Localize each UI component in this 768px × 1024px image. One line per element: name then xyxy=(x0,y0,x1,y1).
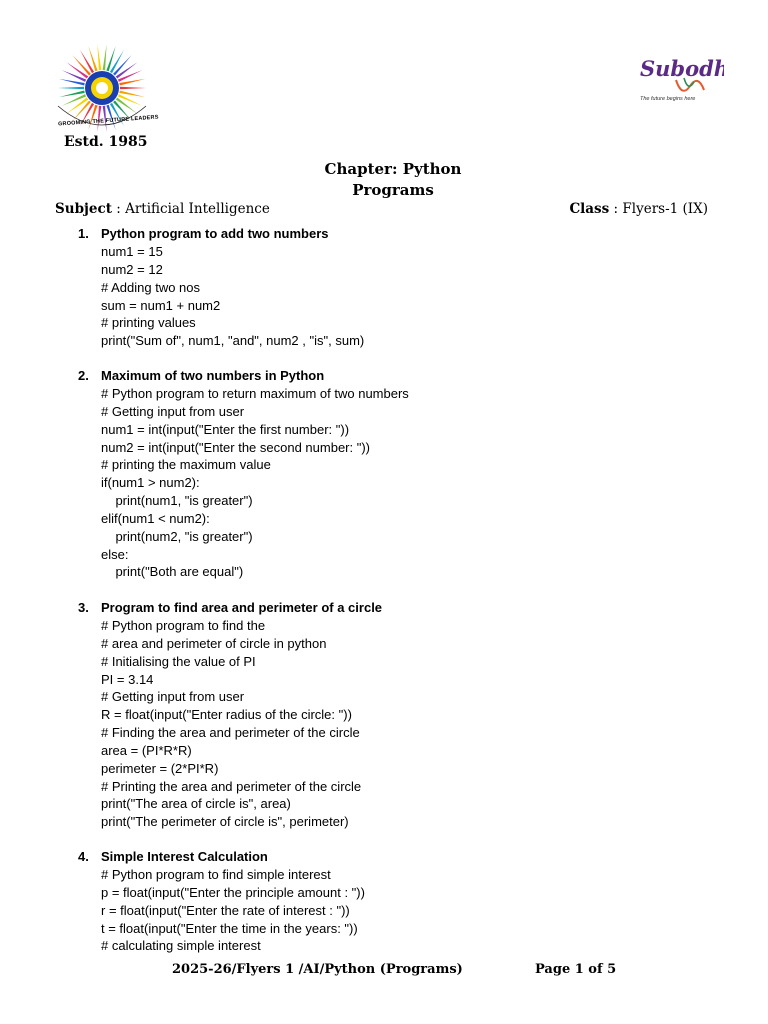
section-number: 2. xyxy=(78,368,89,383)
section-title: Python program to add two numbers xyxy=(101,226,329,241)
school-sunburst-logo-icon xyxy=(50,40,154,144)
section-title: Program to find area and perimeter of a circle xyxy=(101,600,383,615)
subject-value: : Artificial Intelligence xyxy=(111,201,270,217)
subject-class-row xyxy=(55,201,708,217)
school-motto: GROOMING THE FUTURE LEADERS xyxy=(57,114,159,128)
subject-field xyxy=(55,201,270,217)
logo-ray xyxy=(80,50,94,73)
code-line: # Initialising the value of PI xyxy=(101,653,256,669)
logo-ray xyxy=(97,44,101,70)
code-line: print("Both are equal") xyxy=(101,564,244,580)
code-line: r = float(input("Enter the rate of interest : ")) xyxy=(101,902,350,918)
code-block xyxy=(101,243,364,350)
chapter-subtitle: Programs xyxy=(352,181,434,199)
section-title: Simple Interest Calculation xyxy=(101,849,268,864)
established-year: Estd. 1985 xyxy=(64,134,148,150)
code-line: R = float(input("Enter radius of the circle: ")) xyxy=(101,707,352,723)
program-section-4 xyxy=(78,848,365,955)
code-line: num1 = int(input("Enter the first number: ")) xyxy=(101,421,350,437)
code-line: num2 = int(input("Enter the second number: ")) xyxy=(101,439,371,455)
logo-ray xyxy=(59,79,85,86)
program-section-3 xyxy=(78,599,382,831)
code-line: # Getting input from user xyxy=(101,403,245,419)
code-line: # Python program to find the xyxy=(101,618,266,633)
code-line: num2 = 12 xyxy=(101,261,163,277)
section-number: 4. xyxy=(78,849,89,864)
code-line: perimeter = (2*PI*R) xyxy=(101,760,219,776)
code-line: t = float(input("Enter the time in the years: ")) xyxy=(101,920,358,936)
code-block xyxy=(101,617,382,831)
code-line: # printing the maximum value xyxy=(101,457,271,473)
program-section-1 xyxy=(78,225,364,350)
code-line: # Python program to return maximum of two numbers xyxy=(101,386,409,401)
logo-ray xyxy=(103,44,107,70)
code-line: print(num2, "is greater") xyxy=(101,528,253,544)
code-line: print("Sum of", num1, "and", num2 , "is", sum) xyxy=(101,333,365,349)
code-line: else: xyxy=(101,546,129,562)
logo-ray xyxy=(119,79,145,86)
logo-ray xyxy=(120,87,146,90)
code-block xyxy=(101,866,365,955)
code-line: # Getting input from user xyxy=(101,689,245,705)
code-line: print("The area of circle is", area) xyxy=(101,796,291,812)
code-block xyxy=(101,385,409,581)
class-field xyxy=(569,201,708,217)
brand-name: Subodh xyxy=(640,56,724,81)
section-title: Maximum of two numbers in Python xyxy=(101,368,325,383)
program-section-2 xyxy=(78,367,409,581)
class-value: : Flyers-1 (IX) xyxy=(609,201,708,217)
logo-ray xyxy=(110,50,124,73)
code-line: print(num1, "is greater") xyxy=(101,493,253,509)
logo-ray xyxy=(58,87,84,90)
code-line: p = float(input("Enter the principle amount : ")) xyxy=(101,884,365,900)
code-line: # Python program to find simple interest xyxy=(101,867,331,882)
code-line: elif(num1 < num2): xyxy=(101,510,210,526)
logo-ray xyxy=(119,91,145,98)
code-line: PI = 3.14 xyxy=(101,671,154,687)
brand-tagline: The future begins here xyxy=(640,96,696,102)
code-line: print("The perimeter of circle is", perimeter) xyxy=(101,814,349,830)
footer-page-number: Page 1 of 5 xyxy=(535,962,617,977)
subject-label: Subject xyxy=(55,201,112,217)
code-line: # area and perimeter of circle in python xyxy=(101,635,327,651)
code-line: # printing values xyxy=(101,315,196,331)
class-label: Class xyxy=(569,201,610,217)
code-line: num1 = 15 xyxy=(101,244,163,259)
section-number: 1. xyxy=(78,226,89,241)
code-line: area = (PI*R*R) xyxy=(101,742,192,758)
code-line: # Finding the area and perimeter of the circle xyxy=(101,725,360,741)
logo-ray xyxy=(59,91,85,98)
code-line: # Printing the area and perimeter of the circle xyxy=(101,778,362,794)
code-line: # calculating simple interest xyxy=(101,938,261,954)
code-line: sum = num1 + num2 xyxy=(101,297,221,313)
chapter-title: Chapter: Python xyxy=(324,160,462,178)
subodh-ai-logo-icon xyxy=(632,52,724,108)
code-line: if(num1 > num2): xyxy=(101,475,200,491)
code-line: # Adding two nos xyxy=(101,279,201,295)
section-number: 3. xyxy=(78,600,89,615)
footer-document-code: 2025-26/Flyers 1 /AI/Python (Programs) xyxy=(172,962,463,977)
